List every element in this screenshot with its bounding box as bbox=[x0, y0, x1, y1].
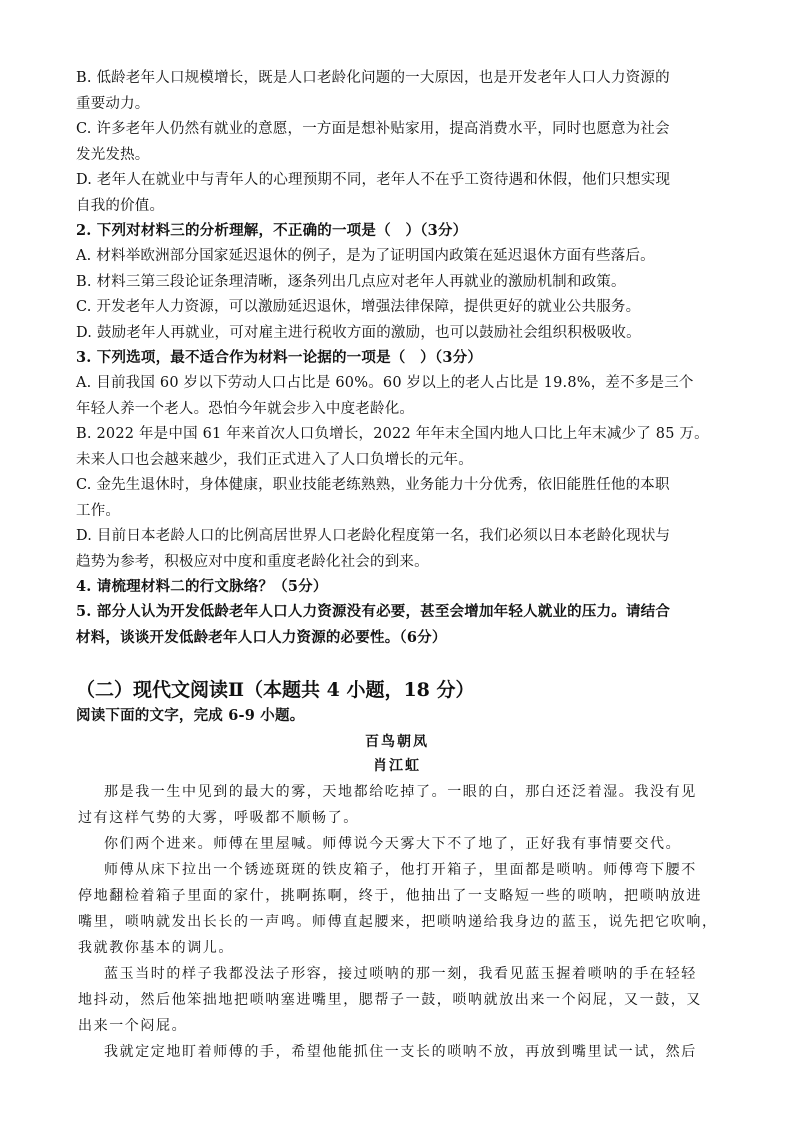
q3-option-d-line2: 趋势为参考，积极应对中度和重度老龄化社会的到来。 bbox=[76, 554, 429, 570]
q3-option-d-line1: D. 目前日本老龄人口的比例高居世界人口老龄化程度第一名，我们必须以日本老龄化现状与 bbox=[76, 528, 671, 544]
q2-option-b: B. 材料三第三段论证条理清晰，逐条列出几点应对老年人再就业的激励机制和政策。 bbox=[76, 274, 626, 290]
q1-option-d-line2: 自我的价值。 bbox=[76, 198, 165, 214]
q2-option-a: A. 材料举欧洲部分国家延迟退休的例子，是为了证明国内政策在延迟退休方面有些落后。 bbox=[76, 248, 655, 264]
q1-option-b-line1: B. 低龄老年人口规模增长，既是人口老龄化问题的一大原因，也是开发老年人口人力资源的 bbox=[76, 70, 670, 86]
story-line: 过有这样气势的大雾，呼吸都不顺畅了。 bbox=[78, 810, 359, 826]
q3-option-c-line1: C. 金先生退休时，身体健康，职业技能老练熟熟，业务能力十分优秀，依旧能胜任他的本职 bbox=[76, 477, 670, 493]
q1-option-b-line2: 重要动力。 bbox=[76, 96, 150, 112]
q2-stem: 2. 下列对材料三的分析理解，不正确的一项是（ ）（3分） bbox=[76, 222, 468, 239]
q3-stem: 3. 下列选项，最不适合作为材料一论据的一项是（ ）（3分） bbox=[76, 349, 483, 366]
section-instruction: 阅读下面的文字，完成 6-9 小题。 bbox=[76, 707, 305, 724]
story-line: 出来一个闷屁。 bbox=[78, 1018, 188, 1034]
story-line: 蓝玉当时的样子我都没法子形容，接过唢呐的那一刻，我看见蓝玉握着唢呐的手在轻轻 bbox=[104, 966, 697, 982]
q5-stem-line1: 5. 部分人认为开发低龄老年人口人力资源没有必要，甚至会增加年轻人就业的压力。请结合 bbox=[76, 603, 671, 620]
story-line: 地抖动，然后他笨拙地把唢呐塞进嘴里，腮帮子一鼓，唢呐就放出来一个闷屁，又一鼓，又 bbox=[78, 992, 702, 1008]
story-line: 那是我一生中见到的最大的雾，天地都给吃掉了。一眼的白，那白还泛着湿。我没有见 bbox=[104, 784, 697, 800]
q3-option-a-line1: A. 目前我国 60 岁以下劳动人口占比是 60%。60 岁以上的老人占比是 19.8%，差不多是三个 bbox=[76, 375, 694, 391]
q2-option-c: C. 开发老年人力资源，可以激励延迟退休，增强法律保障，提供更好的就业公共服务。 bbox=[76, 299, 641, 315]
q4-stem: 4. 请梳理材料二的行文脉络？（5分） bbox=[76, 578, 328, 595]
section-heading: （二）现代文阅读Ⅱ（本题共 4 小题，18 分） bbox=[76, 679, 475, 701]
q2-option-d: D. 鼓励老年人再就业，可对雇主进行税收方面的激励，也可以鼓励社会组织积极吸收。 bbox=[76, 325, 641, 341]
q3-option-b-line1: B. 2022 年是中国 61 年来首次人口负增长，2022 年年末全国内地人口比上年末减少了 85 万。 bbox=[76, 426, 709, 442]
story-line: 我就定定地盯着师傅的手，希望他能抓住一支长的唢呐不放，再放到嘴里试一试，然后 bbox=[104, 1044, 697, 1060]
story-line: 你们两个进来。师傅在里屋喊。师傅说今天雾大下不了地了，正好我有事情要交代。 bbox=[104, 836, 682, 852]
story-line: 停地翻检着箱子里面的家什，挑啊拣啊，终于，他抽出了一支略短一些的唢呐，把唢呐放进 bbox=[78, 888, 702, 904]
story-author: 肖江虹 bbox=[373, 758, 421, 774]
q3-option-c-line2: 工作。 bbox=[76, 503, 121, 519]
q3-option-b-line2: 未来人口也会越来越少，我们正式进入了人口负增长的元年。 bbox=[76, 452, 473, 468]
q1-option-d-line1: D. 老年人在就业中与青年人的心理预期不同，老年人不在乎工资待遇和休假，他们只想实现 bbox=[76, 172, 671, 188]
story-line: 我就教你基本的调儿。 bbox=[78, 940, 234, 956]
q3-option-a-line2: 年轻人养一个老人。恐怕今年就会步入中度老龄化。 bbox=[76, 401, 415, 417]
q5-stem-line2: 材料，谈谈开发低龄老年人口人力资源的必要性。（6分） bbox=[76, 629, 447, 646]
q1-option-c-line2: 发光发热。 bbox=[76, 147, 150, 163]
story-title: 百鸟朝凤 bbox=[365, 734, 429, 750]
story-line: 师傅从床下拉出一个锈迹斑斑的铁皮箱子，他打开箱子，里面都是唢呐。师傅弯下腰不 bbox=[104, 862, 697, 878]
q1-option-c-line1: C. 许多老年人仍然有就业的意愿，一方面是想补贴家用，提高消费水平，同时也愿意为社会 bbox=[76, 121, 670, 137]
story-line: 嘴里，唢呐就发出长长的一声鸣。师傅直起腰来，把唢呐递给我身边的蓝玉，说先把它吹响， bbox=[78, 914, 718, 930]
